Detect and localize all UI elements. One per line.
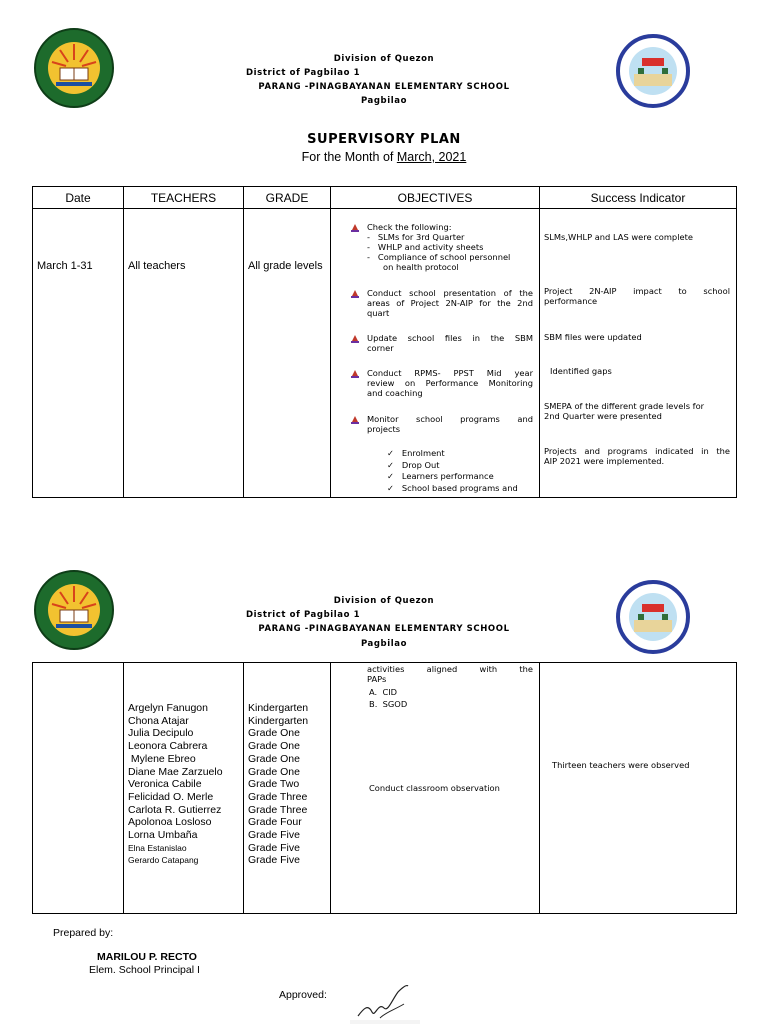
success-indicator-cell (540, 209, 737, 498)
plan-title: SUPERVISORY PLAN (307, 132, 461, 147)
town-line: Pagbilao (360, 96, 408, 106)
grade-level: Grade Five (248, 841, 300, 854)
objective-5: Monitor school programs and projects (367, 414, 533, 434)
checkmark-icon: ✓ (387, 448, 394, 458)
teacher-name: Chona Atajar (128, 714, 189, 727)
teacher-name: Elna Estanislao (128, 842, 187, 853)
objective-4: Conduct RPMS- PPST Mid year review on Performance Monitoring and coaching (367, 368, 533, 398)
bullet-icon (351, 290, 359, 298)
indicator-2: Project 2N-AIP impact to school performance (544, 286, 730, 306)
supervisory-plan-table (32, 186, 737, 498)
teachers-cell (124, 663, 244, 914)
teacher-name: Lorna Umbaña (128, 829, 198, 842)
teacher-name: Leonora Cabrera (128, 740, 208, 753)
objectives-cell (331, 663, 540, 914)
grade-level: Kindergarten (248, 714, 309, 727)
col-header-grade: GRADE (244, 187, 331, 209)
town-line: Pagbilao (360, 639, 408, 649)
teachers-value: All teachers (128, 260, 186, 272)
grade-level: Grade Four (248, 816, 302, 829)
approved-label: Approved: (279, 989, 327, 1001)
check-item: ✓ Enrolment (387, 448, 445, 458)
teacher-list (128, 702, 223, 867)
objective-3: Update school files in the SBM corner (367, 333, 533, 353)
indicator-5: SMEPA of the different grade levels for 2nd Quarter were presented (544, 401, 705, 421)
plan-month: March, 2021 (396, 150, 467, 164)
checkmark-icon: ✓ (387, 459, 394, 470)
teacher-name: Apolonoa Losloso (128, 816, 212, 829)
grade-level: Grade One (248, 752, 300, 765)
division-line: Division of Quezon (333, 54, 435, 64)
objective-1-item: - SLMs for 3rd Quarter (367, 232, 465, 242)
division-line: Division of Quezon (333, 596, 435, 606)
preparer-name: MARILOU P. RECTO (97, 951, 197, 963)
checkmark-icon: ✓ (387, 471, 394, 482)
observation-indicator: Thirteen teachers were observed (552, 760, 690, 770)
teacher-name: Veronica Cabile (128, 778, 202, 791)
bullet-icon (351, 335, 359, 343)
objective-1-item: - Compliance of school personnel (367, 252, 511, 262)
school-seal-logo (34, 570, 114, 650)
grade-level: Grade One (248, 740, 300, 753)
objective-1-item: - WHLP and activity sheets (367, 242, 484, 252)
objective-1-items (367, 232, 535, 272)
teacher-name: Argelyn Fanugon (128, 702, 208, 714)
objective-continued: activities aligned with the PAPs (367, 664, 533, 684)
grade-value: All grade levels (248, 260, 323, 272)
bullet-icon (351, 224, 359, 232)
grade-cell (244, 209, 331, 498)
grade-level: Grade Three (248, 803, 308, 816)
classroom-observation-objective: Conduct classroom observation (369, 783, 500, 793)
grade-level: Grade Five (248, 854, 300, 867)
prepared-by-label: Prepared by: (53, 927, 114, 939)
col-header-success-indicator: Success Indicator (540, 187, 737, 209)
supervisory-plan-table-continued (32, 662, 737, 914)
check-item: ✓ School based programs and (387, 482, 518, 493)
objective-5-checklist (387, 448, 537, 494)
office-item: A. CID (369, 687, 398, 697)
date-value: March 1-31 (37, 260, 93, 272)
grade-level: Grade Five (248, 829, 300, 842)
indicator-1: SLMs,WHLP and LAS were complete (544, 232, 693, 242)
teacher-name: Mylene Ebreo (128, 752, 196, 765)
school-name-line: PARANG -PINAGBAYANAN ELEMENTARY SCHOOL (258, 624, 510, 634)
grade-cell (244, 663, 331, 914)
grade-level: Grade One (248, 727, 300, 740)
signature-mark (350, 982, 420, 1024)
district-line: District of Pagbilao 1 (246, 610, 361, 620)
office-item: B. SGOD (369, 698, 408, 709)
col-header-objectives: OBJECTIVES (331, 187, 540, 209)
objectives-cell (331, 209, 540, 498)
subtitle-prefix: For the Month of (301, 150, 397, 164)
school-name-line: PARANG -PINAGBAYANAN ELEMENTARY SCHOOL (258, 82, 510, 92)
teachers-cell (124, 209, 244, 498)
date-cell (33, 663, 124, 914)
indicator-4: Identified gaps (550, 366, 612, 376)
grade-level: Grade One (248, 765, 300, 778)
success-indicator-cell (540, 663, 737, 914)
checkmark-icon: ✓ (387, 482, 394, 493)
teacher-name: Diane Mae Zarzuelo (128, 765, 223, 778)
indicator-3: SBM files were updated (544, 332, 642, 342)
col-header-teachers: TEACHERS (124, 187, 244, 209)
preparer-title: Elem. School Principal I (89, 964, 200, 976)
objective-1-title: Check the following: (367, 222, 452, 232)
col-header-date: Date (33, 187, 124, 209)
office-list (369, 687, 407, 710)
indicator-6: Projects and programs indicated in the AIP 2021 were implemented. (544, 446, 730, 466)
check-item: ✓ Drop Out (387, 459, 440, 470)
grade-level: Grade Three (248, 790, 308, 803)
bullet-icon (351, 370, 359, 378)
objective-1-item: on health protocol (383, 262, 459, 272)
date-cell (33, 209, 124, 498)
teacher-name: Julia Decipulo (128, 727, 194, 740)
teacher-name: Felicidad O. Merle (128, 790, 214, 803)
check-item: ✓ Learners performance (387, 471, 494, 482)
grade-list (248, 702, 308, 867)
plan-subtitle (0, 150, 768, 164)
district-line: District of Pagbilao 1 (246, 68, 361, 78)
bullet-icon (351, 416, 359, 424)
grade-level: Grade Two (248, 778, 300, 791)
teacher-name: Carlota R. Gutierrez (128, 803, 222, 816)
teacher-name: Gerardo Catapang (128, 855, 199, 866)
grade-level: Kindergarten (248, 702, 309, 714)
objective-2: Conduct school presentation of the areas of Project 2N-AIP for the 2nd quart (367, 288, 533, 318)
